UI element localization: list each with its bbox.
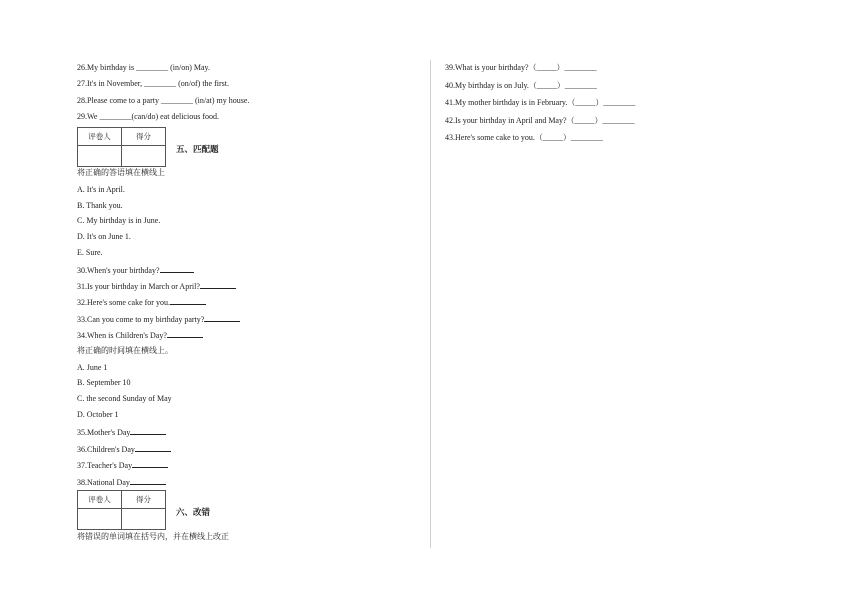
- option-e: E. Sure.: [77, 248, 103, 257]
- question-40: 40.My birthday is on July.（_____）________: [445, 81, 597, 90]
- time-option-d: D. October 1: [77, 410, 119, 419]
- reviewer-cell: [78, 509, 122, 530]
- section-5-instruction-2: 将正确的时间填在横线上。: [77, 346, 173, 355]
- section-6-title: 六、改错: [176, 508, 211, 518]
- question-42: 42.Is your birthday in April and May?（_____）________: [445, 116, 635, 125]
- answer-blank[interactable]: [130, 476, 166, 485]
- option-c: C. My birthday is in June.: [77, 216, 161, 225]
- question-37: [77, 459, 168, 471]
- question-32: [77, 296, 206, 308]
- option-d: D. It's on June 1.: [77, 232, 131, 241]
- reviewer-label: 评卷人: [78, 491, 122, 509]
- question-38-text: 38.National Day: [77, 478, 130, 487]
- reviewer-cell: [78, 146, 122, 167]
- score-label: 得分: [122, 128, 166, 146]
- question-31-text: 31.Is your birthday in March or April?: [77, 282, 200, 291]
- question-31: [77, 280, 236, 292]
- question-35: [77, 426, 166, 438]
- answer-blank[interactable]: [200, 280, 236, 289]
- question-26: 26.My birthday is ________ (in/on) May.: [77, 63, 211, 72]
- question-34: [77, 329, 203, 341]
- question-41: 41.My mother birthday is in February.（_____）________: [445, 98, 636, 107]
- question-36-text: 36.Children's Day: [77, 445, 135, 454]
- column-divider: [430, 60, 431, 548]
- time-option-b: B. September 10: [77, 378, 131, 387]
- section-5-instruction: 将正确的答语填在横线上: [77, 168, 165, 177]
- score-box-1: [77, 127, 166, 167]
- time-option-a: A. June 1: [77, 363, 108, 372]
- question-30: [77, 264, 194, 276]
- option-a: A. It's in April.: [77, 185, 125, 194]
- question-36: [77, 443, 171, 455]
- section-5-title: 五、匹配题: [176, 145, 219, 155]
- score-label: 得分: [122, 491, 166, 509]
- score-box-2: [77, 490, 166, 530]
- question-29: 29.We ________(can/do) eat delicious food.: [77, 112, 219, 121]
- question-34-text: 34.When is Children's Day?: [77, 331, 167, 340]
- question-37-text: 37.Teacher's Day: [77, 461, 133, 470]
- section-6-instruction: 将错误的单词填在括号内，并在横线上改正: [77, 532, 229, 541]
- answer-blank[interactable]: [130, 426, 166, 435]
- option-b: B. Thank you.: [77, 201, 123, 210]
- question-38: [77, 476, 166, 488]
- time-option-c: C. the second Sunday of May: [77, 394, 172, 403]
- answer-blank[interactable]: [160, 264, 194, 273]
- question-43: 43.Here's some cake to you.（_____）________: [445, 133, 603, 142]
- answer-blank[interactable]: [167, 329, 203, 338]
- score-cell: [122, 509, 166, 530]
- answer-blank[interactable]: [135, 443, 171, 452]
- question-33: [77, 313, 240, 325]
- question-39: 39.What is your birthday?（_____）________: [445, 63, 597, 72]
- question-28: 28.Please come to a party ________ (in/at) my house.: [77, 96, 250, 105]
- score-cell: [122, 146, 166, 167]
- question-35-text: 35.Mother's Day: [77, 428, 131, 437]
- question-32-text: 32.Here's some cake for you.: [77, 298, 170, 307]
- answer-blank[interactable]: [204, 313, 240, 322]
- answer-blank[interactable]: [170, 296, 206, 305]
- answer-blank[interactable]: [132, 459, 168, 468]
- question-33-text: 33.Can you come to my birthday party?: [77, 315, 205, 324]
- question-30-text: 30.When's your birthday?: [77, 266, 160, 275]
- reviewer-label: 评卷人: [78, 128, 122, 146]
- question-27: 27.It's in November, ________ (on/of) the first.: [77, 79, 229, 88]
